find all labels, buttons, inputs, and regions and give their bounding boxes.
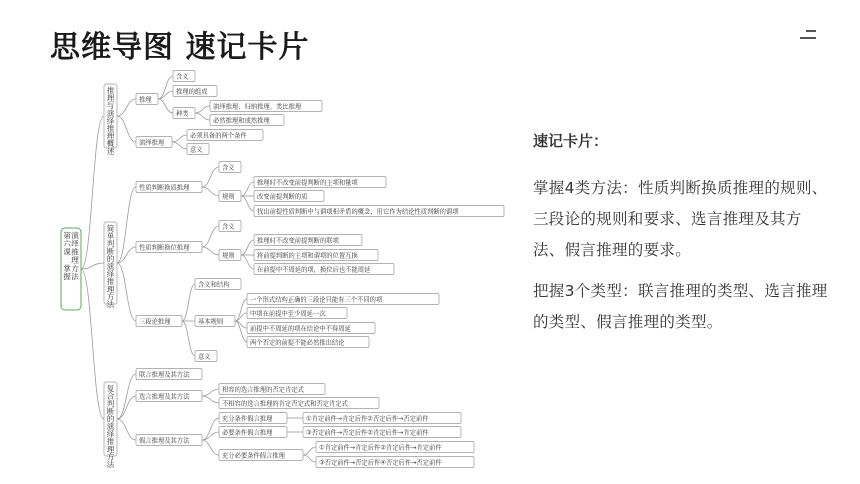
- connector-curve: [117, 419, 136, 440]
- node-huanwei_hanyi-label: 含义: [222, 223, 235, 231]
- svg-text:判: 判: [106, 399, 115, 409]
- svg-text:推: 推: [106, 437, 115, 447]
- node-zucheng: [173, 86, 217, 97]
- connector-curve: [117, 187, 136, 263]
- node-huanzhi: [136, 182, 202, 193]
- node-biyao-label: 必要条件假言推理: [222, 429, 273, 437]
- node-jiayan-label: 假言推理及其方法: [139, 437, 190, 445]
- node-sanduan_r4-label: 两个否定的前提不能必然推出结论: [250, 339, 345, 347]
- node-huanzhi_guize-label: 规则: [222, 193, 235, 201]
- svg-text:法: 法: [71, 272, 79, 281]
- node-huanzhi_guize: [219, 191, 241, 202]
- svg-text:的: 的: [106, 414, 115, 424]
- svg-text:推: 推: [71, 247, 79, 257]
- node-sanduan: [136, 316, 182, 327]
- svg-text:绎: 绎: [106, 269, 115, 279]
- node-biyao_r-label: ③否定前件→否定后件②肯定后件→肯定前件: [306, 429, 429, 437]
- connector-curve: [202, 389, 219, 396]
- node-sanduan_guize: [195, 316, 235, 327]
- node-huanwei_guize: [219, 250, 241, 261]
- svg-text:合: 合: [106, 391, 115, 401]
- node-huanwei_guize-label: 规则: [222, 252, 235, 260]
- node-huanzhi_r2: [254, 191, 324, 202]
- node-tuili-label: 推理: [139, 96, 152, 104]
- node-zhonglei-label: 种类: [176, 110, 189, 118]
- node-sanduan_r2-label: 中项在前提中至少周延一次: [250, 310, 326, 318]
- node-yanyi-label: 演绎推理: [139, 139, 165, 147]
- node-yanyi_1: [187, 130, 263, 141]
- svg-text:掌: 掌: [63, 263, 71, 273]
- svg-text:理: 理: [106, 444, 115, 454]
- node-chongfen_r: [303, 413, 461, 424]
- node-chongyao-label: 充分必要条件假言推理: [222, 452, 285, 460]
- svg-text:第: 第: [63, 231, 71, 240]
- node-xuanyan_2: [219, 398, 379, 409]
- svg-text:与: 与: [106, 101, 115, 111]
- svg-text:绎: 绎: [106, 429, 115, 439]
- svg-text:演: 演: [71, 231, 79, 240]
- svg-text:推: 推: [106, 86, 115, 95]
- node-sanduan_yiyi-label: 意义: [198, 353, 211, 361]
- node-zhonglei_2-label: 必然推理和或然推理: [213, 117, 270, 125]
- node-huanzhi_hanyi-label: 含义: [222, 164, 235, 172]
- svg-text:演: 演: [106, 262, 115, 271]
- svg-text:理: 理: [106, 284, 115, 294]
- svg-text:的: 的: [106, 254, 115, 264]
- node-zucheng-label: 推理的组成: [176, 88, 208, 96]
- connector-curve: [117, 396, 136, 419]
- node-huanwei-label: 性质判断换位推理: [139, 244, 190, 252]
- node-huanwei_hanyi: [219, 221, 241, 232]
- svg-text:方: 方: [106, 292, 115, 302]
- node-yanyi_2: [187, 144, 209, 155]
- node-biyao_r: [303, 427, 461, 438]
- node-chongyao_r1: [316, 442, 474, 453]
- node-sanduan_r3-label: 前提中不周延的项在结论中不得周延: [250, 325, 351, 333]
- node-hanyi1-label: 含义: [176, 73, 189, 81]
- node-chongfen-label: 充分条件假言推理: [222, 415, 273, 423]
- notes-paragraph-types: 把握3个类型：联言推理的类型、选言推理的类型、假言推理的类型。: [533, 282, 828, 331]
- connector-curve: [172, 142, 187, 149]
- connector-curve: [241, 196, 254, 211]
- svg-text:述: 述: [106, 146, 115, 156]
- node-yanyi_2-label: 意义: [190, 146, 203, 154]
- connector-curve: [235, 299, 247, 321]
- notes-panel: [533, 120, 829, 348]
- connector-curve: [202, 226, 219, 247]
- node-sanduan_r1: [247, 294, 439, 305]
- node-huanwei_r2-label: 将前提判断的主项和谓项的位置互换: [257, 252, 358, 260]
- connector-curve: [117, 263, 136, 321]
- node-huanwei_r3-label: 在前提中不周延的项，换位后也不能周延: [257, 266, 371, 274]
- svg-text:握: 握: [63, 272, 71, 281]
- node-chongyao_r2-label: ③否定前件→否定后件④否定后件→否定前件: [319, 459, 442, 467]
- connector-curve: [202, 187, 219, 196]
- svg-text:推: 推: [106, 124, 115, 133]
- svg-text:断: 断: [106, 406, 115, 416]
- node-huanzhi-label: 性质判断换质推理: [139, 184, 190, 192]
- svg-text:断: 断: [106, 246, 115, 256]
- node-huanwei_r2: [254, 250, 378, 261]
- node-sanduan_r4: [247, 337, 369, 348]
- node-sanduan_r1-label: 一个形式结构正确的三段论只能有三个不同的项: [250, 296, 383, 304]
- connector-curve: [172, 135, 187, 142]
- page-title: 思维导图 速记卡片: [50, 30, 310, 65]
- node-xuanyan-label: 选言推理及其方法: [139, 393, 190, 401]
- connector-curve: [241, 240, 254, 255]
- svg-text:演: 演: [106, 422, 115, 431]
- mindmap-root-label: [63, 230, 80, 281]
- node-lianyan: [136, 369, 202, 380]
- connector-curve: [195, 106, 210, 113]
- node-xuanyan_1: [219, 384, 325, 395]
- connector-curve: [303, 455, 316, 462]
- node-hanyi1: [173, 71, 195, 82]
- node-lianyan-label: 联言推理及其方法: [139, 371, 190, 379]
- node-tuili: [136, 94, 158, 105]
- svg-text:课: 课: [63, 247, 71, 257]
- svg-text:绎: 绎: [71, 239, 79, 249]
- node-zhonglei_1-label: 演绎推理、归纳推理、类比推理: [213, 103, 302, 111]
- svg-text:理: 理: [106, 93, 115, 103]
- connector-curve: [202, 396, 219, 403]
- node-huanwei_r3: [254, 264, 394, 275]
- node-chongyao_r1-label: ①肯定前件→肯定后件②肯定后件→肯定前件: [319, 444, 442, 452]
- node-huanzhi_r1-label: 推理时不改变前提判断的主项和量项: [257, 179, 358, 187]
- connector-curve: [182, 284, 195, 321]
- connector-curve: [241, 255, 254, 269]
- node-huanzhi_r1: [254, 177, 386, 188]
- svg-text:方: 方: [106, 452, 115, 462]
- node-huanwei_r1-label: 推理时不改变前提判断的联项: [257, 237, 339, 245]
- node-sanduan_r3: [247, 323, 375, 334]
- node-chongyao_r2: [316, 457, 474, 468]
- svg-text:绎: 绎: [106, 116, 115, 126]
- node-zhonglei: [173, 108, 195, 119]
- node-sanduan_yiyi: [195, 351, 217, 362]
- node-xuanyan_1-label: 相容的选言推理的否定肯定式: [222, 386, 304, 394]
- notes-heading: 速记卡片：: [533, 132, 609, 150]
- node-chongfen_r-label: ①肯定前件→肯定后件②否定后件→否定前件: [306, 415, 429, 423]
- node-biyao: [219, 427, 287, 438]
- root-branch-connector: [81, 116, 104, 269]
- svg-text:概: 概: [106, 139, 115, 149]
- connector-curve: [195, 113, 210, 120]
- connector-curve: [182, 321, 195, 356]
- svg-text:复: 复: [106, 384, 115, 393]
- connector-curve: [202, 418, 219, 440]
- node-huanwei_r1: [254, 235, 362, 246]
- svg-text:单: 单: [106, 231, 115, 241]
- notes-paragraph-methods: 掌握4类方法：性质判断换质推理的规则、三段论的规则和要求、选言推理及其方法、假言推理的要求。: [533, 179, 828, 259]
- svg-text:理: 理: [71, 255, 79, 265]
- node-huanzhi_r2-label: 改变前提判断的质: [257, 193, 308, 201]
- svg-text:法: 法: [106, 300, 115, 309]
- svg-text:方: 方: [71, 263, 79, 273]
- connector-curve: [202, 167, 219, 187]
- svg-text:法: 法: [106, 460, 115, 469]
- node-chongyao: [219, 450, 303, 461]
- node-sanduan_hanyi: [195, 279, 241, 290]
- svg-text:判: 判: [106, 239, 115, 249]
- node-sanduan-label: 三段论推理: [139, 318, 171, 326]
- node-huanzhi_r3-label: 找出前提性质判断中与谓项相矛盾的概念，用它作为结论性质判断的谓项: [257, 208, 459, 216]
- connector-curve: [303, 447, 316, 455]
- svg-text:简: 简: [106, 224, 115, 233]
- svg-text:理: 理: [106, 131, 115, 141]
- connector-curve: [117, 99, 136, 116]
- node-zhonglei_1: [210, 101, 322, 112]
- node-huanwei: [136, 242, 202, 253]
- connector-curve: [158, 99, 173, 113]
- svg-text:推: 推: [106, 277, 115, 287]
- connector-curve: [241, 182, 254, 196]
- node-yanyi: [136, 137, 172, 148]
- node-sanduan_hanyi-label: 含义和结构: [198, 281, 230, 289]
- node-jiayan: [136, 435, 202, 446]
- connector-curve: [117, 116, 136, 142]
- node-xuanyan_2-label: 不相容的选言推理的肯定否定式和否定肯定式: [222, 400, 348, 408]
- node-zhonglei_2: [210, 115, 284, 126]
- node-sanduan_r2: [247, 308, 347, 319]
- connector-curve: [202, 440, 219, 455]
- node-chongfen: [219, 413, 287, 424]
- node-huanzhi_r3: [254, 206, 504, 217]
- node-huanzhi_hanyi: [219, 162, 241, 173]
- svg-text:演: 演: [106, 108, 115, 118]
- connector-curve: [202, 247, 219, 255]
- node-yanyi_1-label: 必须具备的两个条件: [190, 132, 247, 140]
- root-branch-connector: [81, 269, 104, 419]
- node-sanduan_guize-label: 基本规则: [198, 318, 224, 326]
- svg-text:六: 六: [63, 239, 71, 249]
- node-xuanyan: [136, 391, 202, 402]
